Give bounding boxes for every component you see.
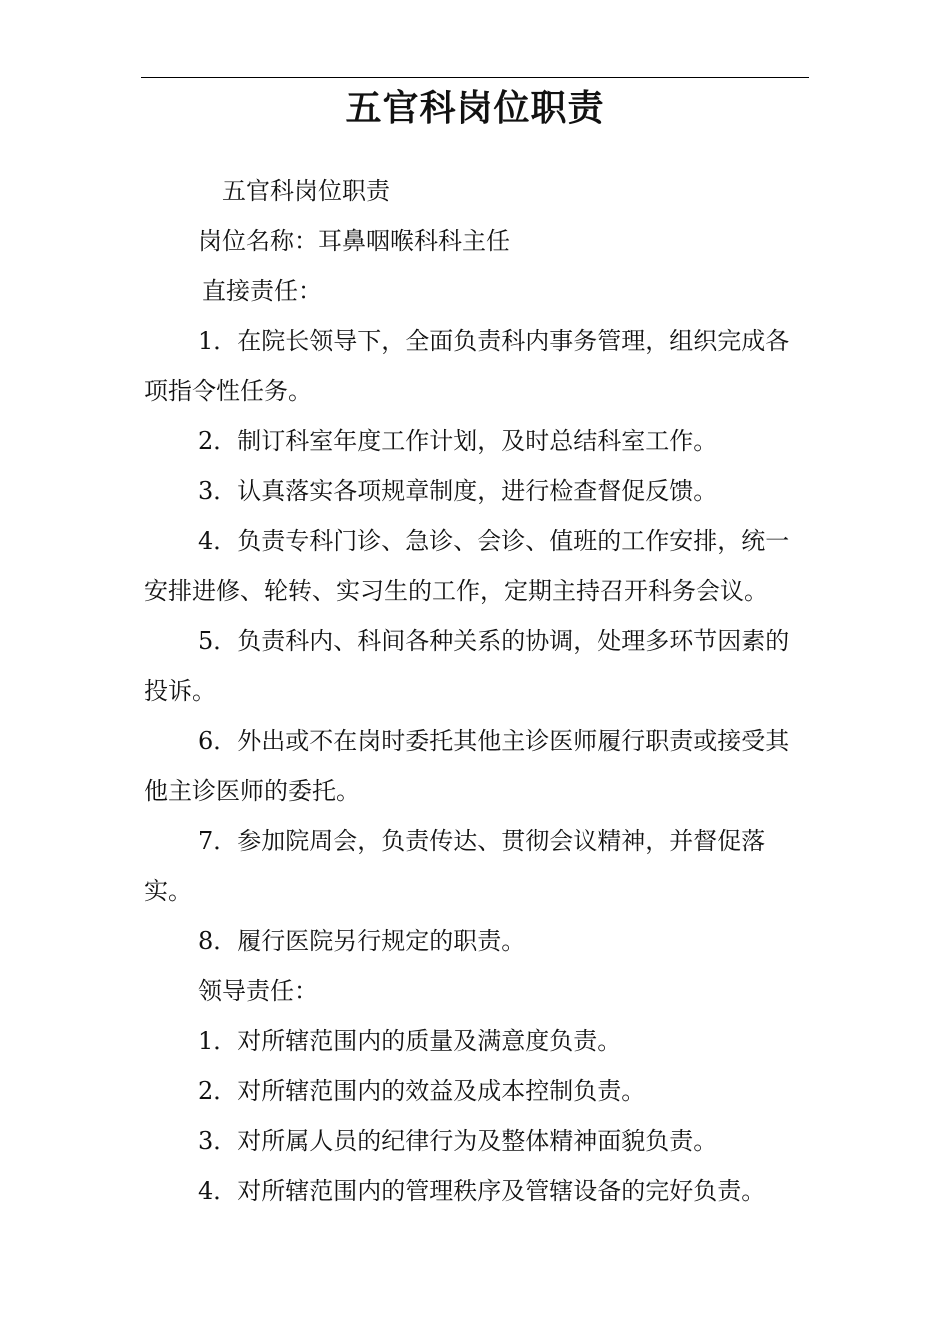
position-name: 岗位名称：耳鼻咽喉科科主任 (198, 227, 510, 255)
duty-item: 2．制订科室年度工作计划，及时总结科室工作。 (198, 427, 718, 455)
document-title: 五官科岗位职责 (345, 87, 605, 129)
leadership-item: 3．对所属人员的纪律行为及整体精神面貌负责。 (198, 1127, 718, 1155)
duty-item: 8．履行医院另行规定的职责。 (198, 927, 526, 955)
duty-item: 7．参加院周会，负责传达、贯彻会议精神，并督促落实。 (144, 827, 766, 905)
section-heading-direct: 直接责任： (202, 277, 322, 305)
leadership-item: 4．对所辖范围内的管理秩序及管辖设备的完好负责。 (198, 1177, 766, 1205)
header-rule (141, 77, 809, 78)
duty-item: 4．负责专科门诊、急诊、会诊、值班的工作安排，统一安排进修、轮转、实习生的工作，定期主持召开科务会议。 (144, 527, 790, 605)
duty-item: 1．在院长领导下，全面负责科内事务管理，组织完成各项指令性任务。 (144, 327, 790, 405)
duty-item: 6．外出或不在岗时委托其他主诊医师履行职责或接受其他主诊医师的委托。 (144, 727, 790, 805)
section-heading-leadership: 领导责任： (198, 977, 318, 1005)
duty-item: 3．认真落实各项规章制度，进行检查督促反馈。 (198, 477, 718, 505)
leadership-item: 2．对所辖范围内的效益及成本控制负责。 (198, 1077, 646, 1105)
body-subtitle: 五官科岗位职责 (222, 177, 390, 205)
duty-item: 5．负责科内、科间各种关系的协调，处理多环节因素的投诉。 (144, 627, 790, 705)
document-body (144, 166, 810, 1216)
leadership-item: 1．对所辖范围内的质量及满意度负责。 (198, 1027, 622, 1055)
